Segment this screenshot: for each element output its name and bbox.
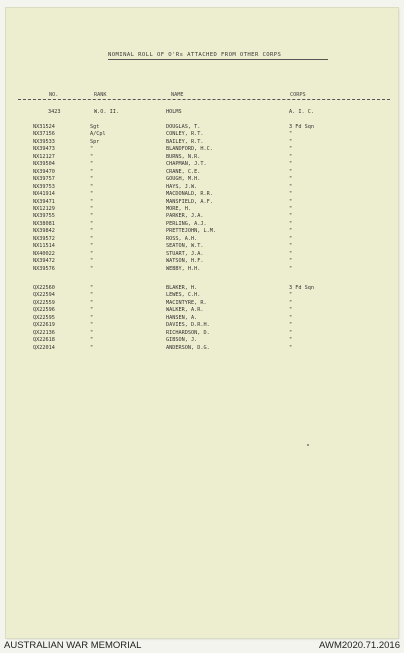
table-row [6,345,398,352]
table-row [6,322,398,329]
service-number-cell: NX31524 [33,124,55,130]
service-number-cell: QX22595 [33,314,55,321]
service-number-cell: NX12129 [33,205,55,212]
service-number-cell: NX40022 [33,250,55,257]
table-row [6,337,398,344]
corps-cell: " [289,265,293,272]
corps-cell: " [289,299,293,306]
rank-cell: " [90,314,94,321]
corps-cell: " [289,250,293,257]
table-row [6,266,398,273]
rank-cell: " [90,213,94,220]
service-number-cell: NX39755 [33,213,55,220]
service-number-cell: NX39473 [33,146,55,153]
member-name-cell: MACINTYRE, R. [166,299,207,306]
header-no: NO. [49,92,59,98]
rank-cell: Spr [90,138,100,145]
header-rank: RANK [94,92,107,98]
member-name-cell: HAYS, J.W. [166,183,198,190]
table-row [6,146,398,153]
corps-cell: 3 Fd Sqn [289,124,314,130]
corps-cell: " [289,138,293,145]
rank-cell: " [90,220,94,227]
member-name-cell: STUART, J.A. [166,250,204,257]
table-row [6,236,398,243]
member-name-cell: PARKER, J.A. [166,213,204,220]
table-row [6,243,398,250]
service-number-cell: QX22014 [33,344,55,351]
service-number-cell: QX22560 [33,285,55,291]
table-row [6,251,398,258]
corps-cell: A. I. C. [289,109,314,115]
service-number-cell: QX22618 [33,337,55,344]
member-name-cell: WATSON, H.F. [166,258,204,265]
table-row [6,330,398,337]
table-row [6,258,398,265]
corps-cell: " [289,337,293,344]
table-row [6,213,398,220]
corps-cell: " [289,314,293,321]
service-number-cell: NX39533 [33,138,55,145]
rank-cell: Sgt [90,124,100,130]
table-row [6,154,398,161]
member-name-cell: DAVIES, D.R.H. [166,322,210,329]
member-name-cell: CONLEY, R.T. [166,131,204,138]
header-corps: CORPS [290,92,306,98]
corps-cell: " [289,292,293,299]
service-number-cell: NX39504 [33,161,55,168]
service-number-cell: QX22594 [33,292,55,299]
table-row [6,139,398,146]
table-row [6,292,398,299]
document-title: NOMINAL ROLL OF O'Rs ATTACHED FROM OTHER CORPS [108,52,328,60]
table-row [6,199,398,206]
corps-cell: " [289,228,293,235]
corps-cell: " [289,213,293,220]
rank-cell: " [90,146,94,153]
rank-cell: " [90,243,94,250]
corps-cell: " [289,183,293,190]
rank-cell: " [90,191,94,198]
member-name-cell: SEATON, W.T. [166,243,204,250]
member-name-cell: WEBBY, H.H. [166,265,201,272]
archive-reference: AWM2020.71.2016 [319,640,400,651]
member-name-cell: WALKER, A.R. [166,307,204,314]
member-name-cell: HOLMS [166,109,182,115]
service-number-cell: NX39470 [33,168,55,175]
rank-cell: " [90,292,94,299]
member-name-cell: BLANDFORD, H.C. [166,146,213,153]
rank-cell: W.O. II. [94,109,119,115]
member-name-cell: HANSEN, A. [166,314,198,321]
rank-cell: " [90,299,94,306]
rank-cell: " [90,176,94,183]
rank-cell: " [90,228,94,235]
member-name-cell: CHAPMAN, J.T. [166,161,207,168]
rank-cell: " [90,153,94,160]
table-row [6,124,398,131]
table-row [6,228,398,235]
document-page [6,8,398,638]
rank-cell: " [90,344,94,351]
service-number-cell: NX37156 [33,131,55,138]
table-row [6,191,398,198]
rank-cell: " [90,258,94,265]
corps-cell: " [289,161,293,168]
table-row [6,206,398,213]
rank-cell: " [90,322,94,329]
corps-cell: " [289,307,293,314]
rank-cell: " [90,161,94,168]
member-name-cell: GOUGH, M.H. [166,176,201,183]
service-number-cell: NX39842 [33,228,55,235]
rank-cell: A/Cpl [90,131,106,138]
table-row [6,131,398,138]
table-row [6,161,398,168]
service-number-cell: QX22559 [33,299,55,306]
rank-cell: " [90,205,94,212]
corps-cell: " [289,205,293,212]
service-number-cell: QX22619 [33,322,55,329]
table-row [6,109,398,116]
corps-cell: " [289,329,293,336]
service-number-cell: NX12127 [33,153,55,160]
rank-cell: " [90,285,94,291]
table-row [6,300,398,307]
member-name-cell: BAILEY, R.T. [166,138,204,145]
service-number-cell: NX41914 [33,191,55,198]
header-rule [18,99,390,100]
corps-cell: " [289,153,293,160]
member-name-cell: PERLING, A.J. [166,220,207,227]
table-row [6,285,398,292]
member-name-cell: BLAKER, H. [166,285,198,291]
rank-cell: " [90,265,94,272]
rank-cell: " [90,183,94,190]
member-name-cell: LEWES, C.H. [166,292,201,299]
corps-cell: " [289,168,293,175]
service-number-cell: NX39472 [33,258,55,265]
service-number-cell: NX39572 [33,235,55,242]
corps-cell: " [289,191,293,198]
rank-cell: " [90,198,94,205]
corps-cell: " [289,176,293,183]
table-row [6,307,398,314]
rank-cell: " [90,329,94,336]
member-name-cell: ANDERSON, D.G. [166,344,210,351]
member-name-cell: MANSFIELD, A.F. [166,198,213,205]
member-name-cell: RICHARDSON, D. [166,329,210,336]
rank-cell: " [90,250,94,257]
table-row [6,221,398,228]
service-number-cell: NX38081 [33,220,55,227]
rank-cell: " [90,337,94,344]
rank-cell: " [90,307,94,314]
member-name-cell: GIBSON, J. [166,337,198,344]
table-row [6,315,398,322]
corps-cell: " [289,220,293,227]
service-number-cell: 3423 [48,109,61,115]
archive-credit: AUSTRALIAN WAR MEMORIAL [4,640,142,651]
corps-cell: " [289,198,293,205]
table-row [6,176,398,183]
corps-cell: " [289,258,293,265]
corps-cell: 3 Fd Sqn [289,285,314,291]
member-name-cell: DOUGLAS, T. [166,124,201,130]
service-number-cell: NX39757 [33,176,55,183]
service-number-cell: QX22136 [33,329,55,336]
header-name: NAME [171,92,184,98]
table-row [6,169,398,176]
corps-cell: " [289,146,293,153]
member-name-cell: MORE, H. [166,205,191,212]
corps-cell: " [289,344,293,351]
service-number-cell: QX22596 [33,307,55,314]
corps-cell: " [289,235,293,242]
member-name-cell: BURNS, N.R. [166,153,201,160]
member-name-cell: CRANE, C.E. [166,168,201,175]
service-number-cell: NX39753 [33,183,55,190]
paper-mark [307,444,309,446]
member-name-cell: ROSS, A.H. [166,235,198,242]
member-name-cell: MACDONALD, R.R. [166,191,213,198]
rank-cell: " [90,168,94,175]
service-number-cell: NX39576 [33,265,55,272]
corps-cell: " [289,243,293,250]
table-row [6,184,398,191]
service-number-cell: NX39471 [33,198,55,205]
corps-cell: " [289,322,293,329]
corps-cell: " [289,131,293,138]
rank-cell: " [90,235,94,242]
service-number-cell: NX11514 [33,243,55,250]
member-name-cell: PRETTEJOHN, L.M. [166,228,216,235]
